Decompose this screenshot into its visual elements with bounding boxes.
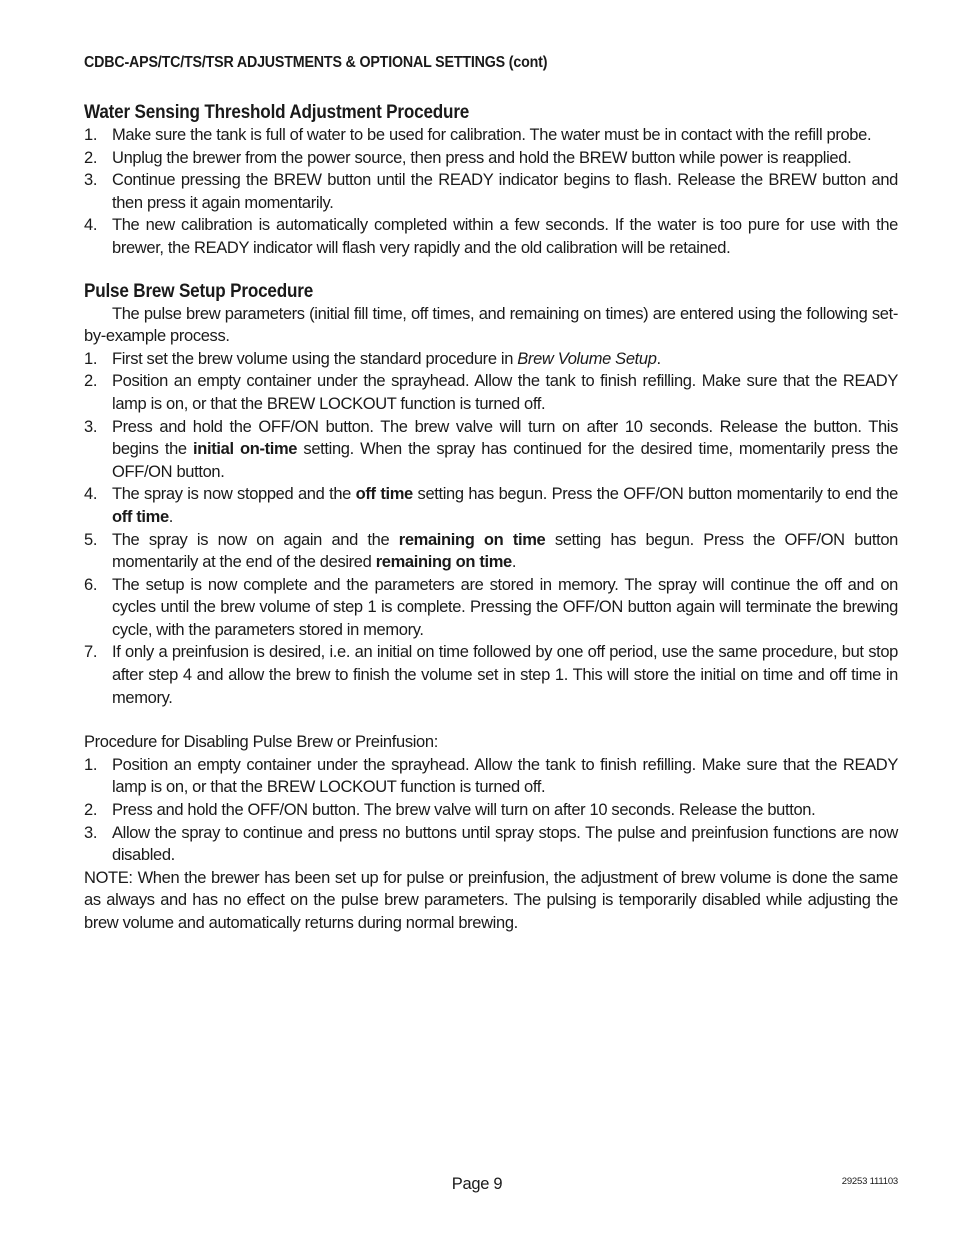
emphasis-term: off time: [112, 507, 169, 526]
list-item: 1. First set the brew volume using the standard procedure in Brew Volume Setup.: [84, 349, 661, 368]
disable-steps-list: [84, 754, 898, 867]
list-item: 7. If only a preinfusion is desired, i.e. an initial on time followed by one off period, use the same procedure, but stop after step 4 and allow the brew to finish the volume set in step 1. This will store the initial on time and off time in memory.: [84, 643, 898, 707]
pulse-section-title: Pulse Brew Setup Procedure: [84, 280, 314, 302]
disable-section-title: Procedure for Disabling Pulse Brew or Preinfusion:: [84, 733, 438, 752]
water-steps-list: [84, 124, 898, 260]
water-section-title: Water Sensing Threshold Adjustment Procedure: [84, 102, 470, 123]
note-paragraph: NOTE: When the brewer has been set up for pulse or preinfusion, the adjustment of brew volume is done the same as always and has no effect on the pulse brew parameters. The pulsing is temporarily disabled while adjusting the brew volume and automatically returns during normal brewing.: [84, 868, 898, 932]
emphasis-term: remaining on time: [375, 553, 512, 572]
list-item: 5. The spray is now on again and the remaining on time setting has begun. Press the OFF/ON button momentarily at the end of the desired remaining on time.: [84, 530, 898, 572]
list-item: 4. The new calibration is automatically completed within a few seconds. If the water is too pure for use with the brewer, the READY indicator will flash very rapidly and the old calibration will be retained.: [84, 216, 898, 257]
pulse-steps-list: [84, 348, 898, 710]
page-number: Page 9: [451, 1175, 503, 1193]
reference-text: Brew Volume Setup: [517, 349, 657, 368]
list-item: 2. Press and hold the OFF/ON button. The brew valve will turn on after 10 seconds. Release the button.: [84, 801, 816, 820]
list-item: 2. Position an empty container under the sprayhead. Allow the tank to finish refilling. Make sure that the READY lamp is on, or that the BREW LOCKOUT function is turned off.: [84, 372, 898, 413]
document-page: [84, 54, 898, 935]
page-header: CDBC-APS/TC/TS/TSR ADJUSTMENTS & OPTIONAL SETTINGS (cont): [84, 54, 548, 71]
list-item: 3. Press and hold the OFF/ON button. The brew valve will turn on after 10 seconds. Release the button. This begins the initial on-time setting. When the spray has continued for the desired time, momentarily press the OFF/ON button.: [84, 417, 898, 481]
list-item: 1. Position an empty container under the sprayhead. Allow the tank to finish refilling. Make sure that the READY lamp is on, or that the BREW LOCKOUT function is turned off.: [84, 755, 898, 797]
emphasis-term: initial on-time: [193, 440, 298, 459]
emphasis-term: remaining on time: [398, 530, 546, 549]
list-item: 2. Unplug the brewer from the power source, then press and hold the BREW button while power is reapplied.: [84, 148, 852, 167]
list-item: 3. Continue pressing the BREW button until the READY indicator begins to flash. Release the BREW button and then press it again momentarily.: [84, 171, 898, 212]
document-code: 29253 111103: [841, 1176, 898, 1187]
emphasis-term: off time: [355, 485, 413, 504]
pulse-intro-paragraph: The pulse brew parameters (initial fill time, off times, and remaining on times) are entered using the following set-by-example process.: [84, 304, 898, 346]
list-item: 1. Make sure the tank is full of water to be used for calibration. The water must be in contact with the refill probe.: [84, 126, 872, 144]
list-item: 6. The setup is now complete and the parameters are stored in memory. The spray will continue the off and on cycles until the brew volume of step 1 is complete. Pressing the OFF/ON button again will terminate the brewing cycle, with the parameters stored in memory.: [84, 575, 898, 639]
list-item: 3. Allow the spray to continue and press no buttons until spray stops. The pulse and preinfusion functions are now disabled.: [84, 823, 898, 865]
list-item: 4. The spray is now stopped and the off time setting has begun. Press the OFF/ON button momentarily to end the off time.: [84, 485, 898, 526]
